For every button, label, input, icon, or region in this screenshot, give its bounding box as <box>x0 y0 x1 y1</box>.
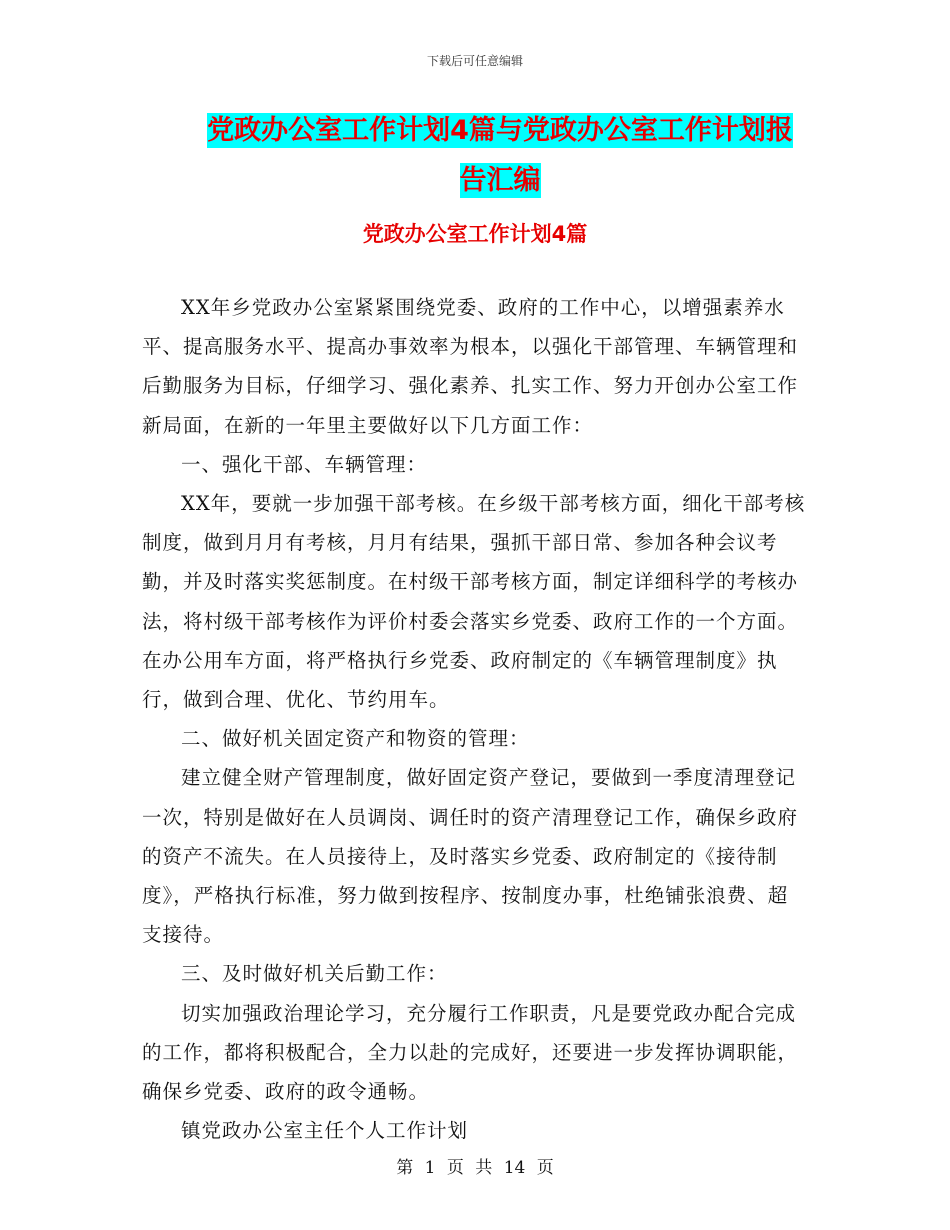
title-highlight: 党政办公室工作计划4篇与党政办公室工作计划报告汇编 <box>207 115 793 196</box>
heading-item-3: 三、及时做好机关后勤工作： <box>181 962 448 986</box>
subsection-heading: 镇党政办公室主任个人工作计划 <box>181 1119 469 1143</box>
paragraph-item-3: 切实加强政治理论学习，充分履行工作职责，凡是要党政办配合完成的工作，都将积极配合，全力以赴的完成好，还要进一步发挥协调职能，确保乡党委、政府的政令通畅。 <box>142 1001 799 1104</box>
heading-item-2: 二、做好机关固定资产和物资的管理： <box>181 727 530 751</box>
section-title: 党政办公室工作计划4篇 <box>362 222 588 246</box>
paragraph-item-2: 建立健全财产管理制度，做好固定资产登记，要做到一季度清理登记一次，特别是做好在人员调岗、调任时的资产清理登记工作，确保乡政府的资产不流失。在人员接待上，及时落实乡党委、政府制定的《接待制度》，严格执行标准，努力做到按程序、按制度办事，杜绝铺张浪费、超支接待。 <box>142 766 799 947</box>
page-footer: 第 1 页 共 14 页 <box>396 1158 554 1178</box>
paragraph-item-1: XX年，要就一步加强干部考核。在乡级干部考核方面，细化干部考核制度，做到月月有考核，月月有结果，强抓干部日常、参加各种会议考勤，并及时落实奖惩制度。在村级干部考核方面，制定详细科学的考核办法，将村级干部考核作为评价村委会落实乡党委、政府工作的一个方面。在办公用车方面，将严格执行乡党委、政府制定的《车辆管理制度》执行，做到合理、优化、节约用车。 <box>142 492 806 712</box>
document-title <box>195 106 805 206</box>
paragraph-intro: XX年乡党政办公室紧紧围绕党委、政府的工作中心，以增强素养水平、提高服务水平、提高办事效率为根本，以强化干部管理、车辆管理和后勤服务为目标，仔细学习、强化素养、扎实工作、努力开创办公室工作新局面，在新的一年里主要做好以下几方面工作： <box>142 296 799 437</box>
heading-item-1: 一、强化干部、车辆管理： <box>181 452 428 476</box>
header-note: 下载后可任意编辑 <box>426 54 523 68</box>
document-body <box>142 288 807 1150</box>
